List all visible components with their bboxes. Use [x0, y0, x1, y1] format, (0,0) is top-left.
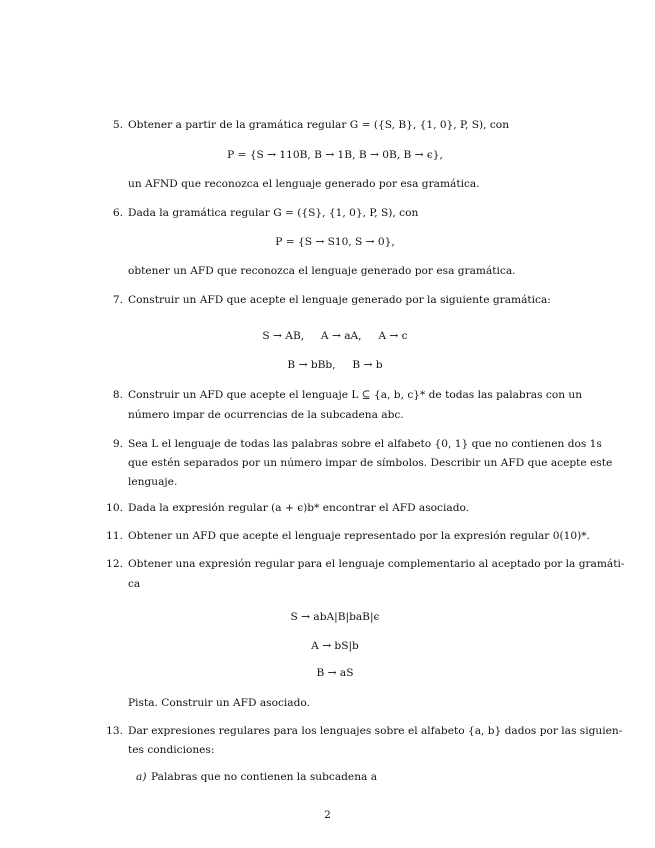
exercise-12-line-2: ca	[128, 578, 141, 590]
exercise-6-line-3: obtener un AFD que reconozca el lenguaje generado por esa gramática.	[128, 265, 516, 277]
exercise-9-line-3: lenguaje.	[128, 476, 178, 488]
exercise-8-line-1: Construir un AFD que acepte el lenguaje L ⊆ {a, b, c}* de todas las palabras con un	[128, 389, 583, 401]
exercise-7-grammar-line-1: S → AB, A → aA, A → c	[262, 330, 408, 342]
exercise-12-number: 12.	[106, 558, 123, 570]
exercise-5-number: 5.	[112, 119, 123, 131]
exercise-5-equation: P = {S → 110B, B → 1B, B → 0B, B → ϵ},	[227, 149, 443, 161]
exercise-9-number: 9.	[112, 438, 123, 450]
exercise-11-line-1: Obtener un AFD que acepte el lenguaje representado por la expresión regular 0(10)*.	[128, 530, 590, 542]
exercise-13-line-2: tes condiciones:	[128, 744, 215, 756]
exercise-13-line-1: Dar expresiones regulares para los lenguajes sobre el alfabeto {a, b} dados por las siguien-	[128, 725, 623, 737]
exercise-12-grammar-line-3: B → aS	[316, 667, 354, 679]
exercise-12-grammar-line-2: A → bS|b	[311, 640, 359, 652]
page-number: 2	[324, 809, 331, 821]
exercise-5-line-3: un AFND que reconozca el lenguaje generado por esa gramática.	[128, 178, 480, 190]
exercise-5-line-1: Obtener a partir de la gramática regular G = ({S, B}, {1, 0}, P, S), con	[128, 119, 510, 131]
subitem-label: a)	[136, 771, 147, 783]
exercise-12-grammar-line-1: S → abA|B|baB|ϵ	[290, 611, 380, 623]
exercise-7-line-1: Construir un AFD que acepte el lenguaje generado por la siguiente gramática:	[128, 294, 551, 306]
exercise-7-grammar-line-2: B → bBb, B → b	[287, 359, 383, 371]
exercise-9-line-1: Sea L el lenguaje de todas las palabras sobre el alfabeto {0, 1} que no contienen dos 1s	[128, 438, 602, 450]
exercise-11-number: 11.	[106, 530, 123, 542]
exercise-12-hint: Pista. Construir un AFD asociado.	[128, 697, 310, 709]
exercise-10-number: 10.	[106, 502, 123, 514]
subitem-text: Palabras que no contienen la subcadena a	[151, 771, 378, 783]
exercise-9-line-2: que estén separados por un número impar de símbolos. Describir un AFD que acepte este	[128, 457, 613, 469]
exercise-8-number: 8.	[112, 389, 123, 401]
exercise-13-number: 13.	[106, 725, 123, 737]
exercise-7-number: 7.	[112, 294, 123, 306]
exercise-6-line-1: Dada la gramática regular G = ({S}, {1, 0}, P, S), con	[128, 207, 419, 219]
exercise-10-line-1: Dada la expresión regular (a + ϵ)b* encontrar el AFD asociado.	[128, 502, 470, 514]
exercise-6-equation: P = {S → S10, S → 0},	[275, 236, 395, 248]
exercise-12-line-1: Obtener una expresión regular para el lenguaje complementario al aceptado por la gramáti-	[128, 558, 625, 570]
exercise-8-line-2: número impar de ocurrencias de la subcadena abc.	[128, 409, 404, 421]
exercise-6-number: 6.	[112, 207, 123, 219]
